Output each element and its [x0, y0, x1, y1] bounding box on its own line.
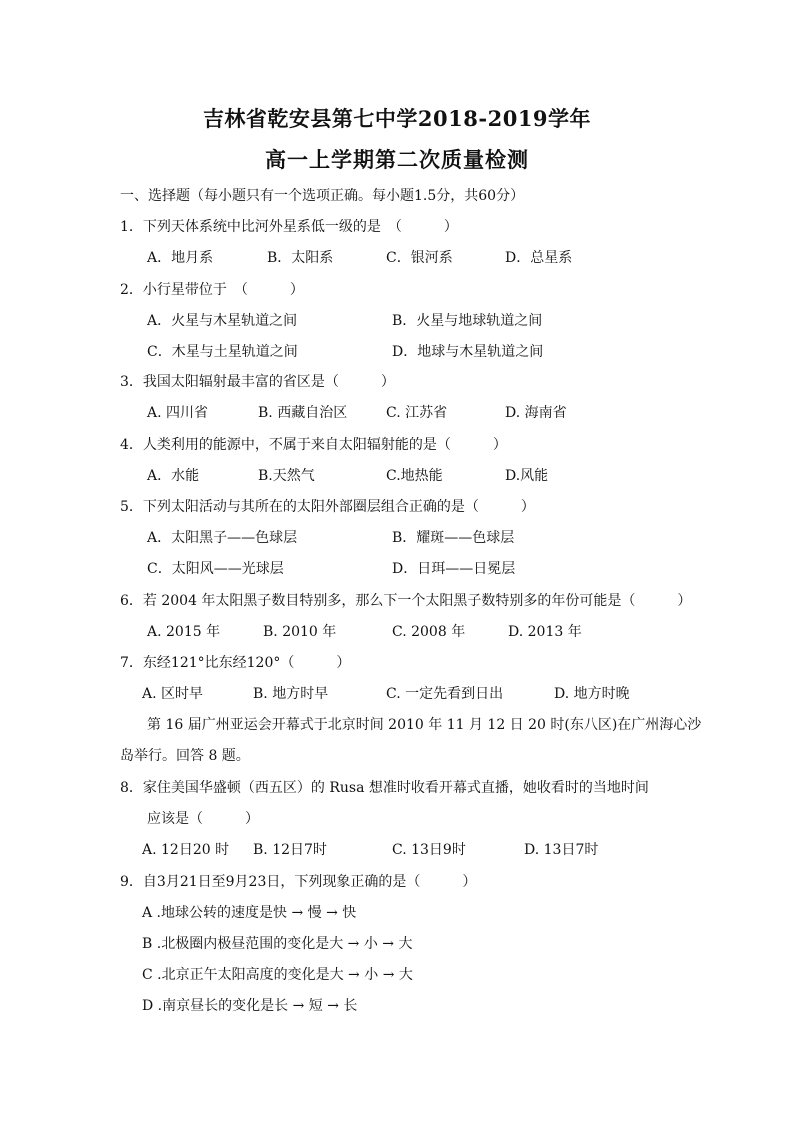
question-2-stem: 2．小行星带位于 （ ）: [120, 282, 304, 298]
section-heading: 一、选择题（每小题只有一个选项正确。每小题1.5分，共60分）: [120, 188, 525, 204]
question-7-option-b: B. 地方时早: [253, 686, 329, 702]
question-8-option-a: A. 12日20 时: [142, 842, 230, 858]
question-9-option-c: C .北京正午太阳高度的变化是大 → 小 → 大: [142, 967, 413, 983]
question-1-option-a: A．地月系: [147, 250, 214, 266]
question-2-option-b: B．火星与地球轨道之间: [392, 313, 543, 329]
question-5-option-b: B．耀斑——色球层: [392, 530, 515, 546]
question-8-stem: 8．家住美国华盛顿（西五区）的 Rusa 想准时收看开幕式直播，她收看时的当地时间: [120, 780, 649, 796]
question-4-option-a: A．水能: [147, 468, 200, 484]
question-9-option-d: D .南京昼长的变化是长 → 短 → 长: [142, 998, 358, 1014]
question-7-option-c: C. 一定先看到日出: [386, 686, 504, 702]
question-1-option-c: C．银河系: [386, 250, 453, 266]
question-9-option-a: A .地球公转的速度是快 → 慢 → 快: [142, 905, 357, 921]
question-5-stem: 5．下列太阳活动与其所在的太阳外部圈层组合正确的是（ ）: [120, 499, 535, 515]
question-2-option-a: A．火星与木星轨道之间: [147, 313, 298, 329]
question-5-option-a: A．太阳黑子——色球层: [147, 530, 298, 546]
question-9-stem: 9．自3月21日至9月23日，下列现象正确的是（ ）: [120, 874, 477, 890]
question-4-stem: 4．人类利用的能源中，不属于来自太阳辐射能的是（ ）: [120, 437, 507, 453]
question-7-option-d: D. 地方时晚: [554, 686, 630, 702]
question-3-option-c: C. 江苏省: [386, 405, 448, 421]
question-1-option-d: D．总星系: [505, 250, 573, 266]
question-4-option-d: D.风能: [505, 468, 549, 484]
question-4-option-b: B.天然气: [258, 468, 315, 484]
question-3-option-a: A. 四川省: [147, 405, 209, 421]
question-6-option-b: B. 2010 年: [263, 624, 337, 640]
question-2-option-d: D．地球与木星轨道之间: [392, 344, 544, 360]
question-3-stem: 3．我国太阳辐射最丰富的省区是（ ）: [120, 374, 395, 390]
question-3-option-d: D. 海南省: [505, 405, 567, 421]
question-6-option-d: D. 2013 年: [508, 624, 582, 640]
question-8-option-d: D. 13日7时: [524, 842, 599, 858]
question-7-stem: 7．东经121°比东经120°（ ）: [120, 655, 351, 671]
question-1-stem: 1．下列天体系统中比河外星系低一级的是 （ ）: [120, 219, 458, 235]
question-8-stem-continued: 应该是（ ）: [147, 811, 259, 827]
question-6-option-a: A. 2015 年: [147, 624, 221, 640]
question-8-option-c: C. 13日9时: [392, 842, 466, 858]
question-3-option-b: B. 西藏自治区: [258, 405, 348, 421]
exam-subtitle: 高一上学期第二次质量检测: [265, 147, 529, 172]
question-5-option-c: C．太阳风——光球层: [147, 561, 284, 577]
question-6-stem: 6．若 2004 年太阳黑子数目特别多，那么下一个太阳黑子数特别多的年份可能是（ ）: [120, 593, 692, 609]
question-6-option-c: C. 2008 年: [392, 624, 466, 640]
question-8-option-b: B. 12日7时: [253, 842, 327, 858]
exam-title: 吉林省乾安县第七中学2018-2019学年: [202, 106, 592, 131]
question-7-option-a: A. 区时早: [142, 686, 204, 702]
material-paragraph-line-2: 岛举行。回答 8 题。: [120, 748, 250, 764]
question-1-option-b: B．太阳系: [267, 250, 334, 266]
question-4-option-c: C.地热能: [386, 468, 443, 484]
question-5-option-d: D．日珥——日冕层: [392, 561, 516, 577]
question-9-option-b: B .北极圈内极昼范围的变化是大 → 小 → 大: [142, 936, 413, 952]
question-2-option-c: C．木星与土星轨道之间: [147, 344, 298, 360]
material-paragraph-line-1: 第 16 届广州亚运会开幕式于北京时间 2010 年 11 月 12 日 20 时(东八区)在广州海心沙: [147, 717, 702, 733]
